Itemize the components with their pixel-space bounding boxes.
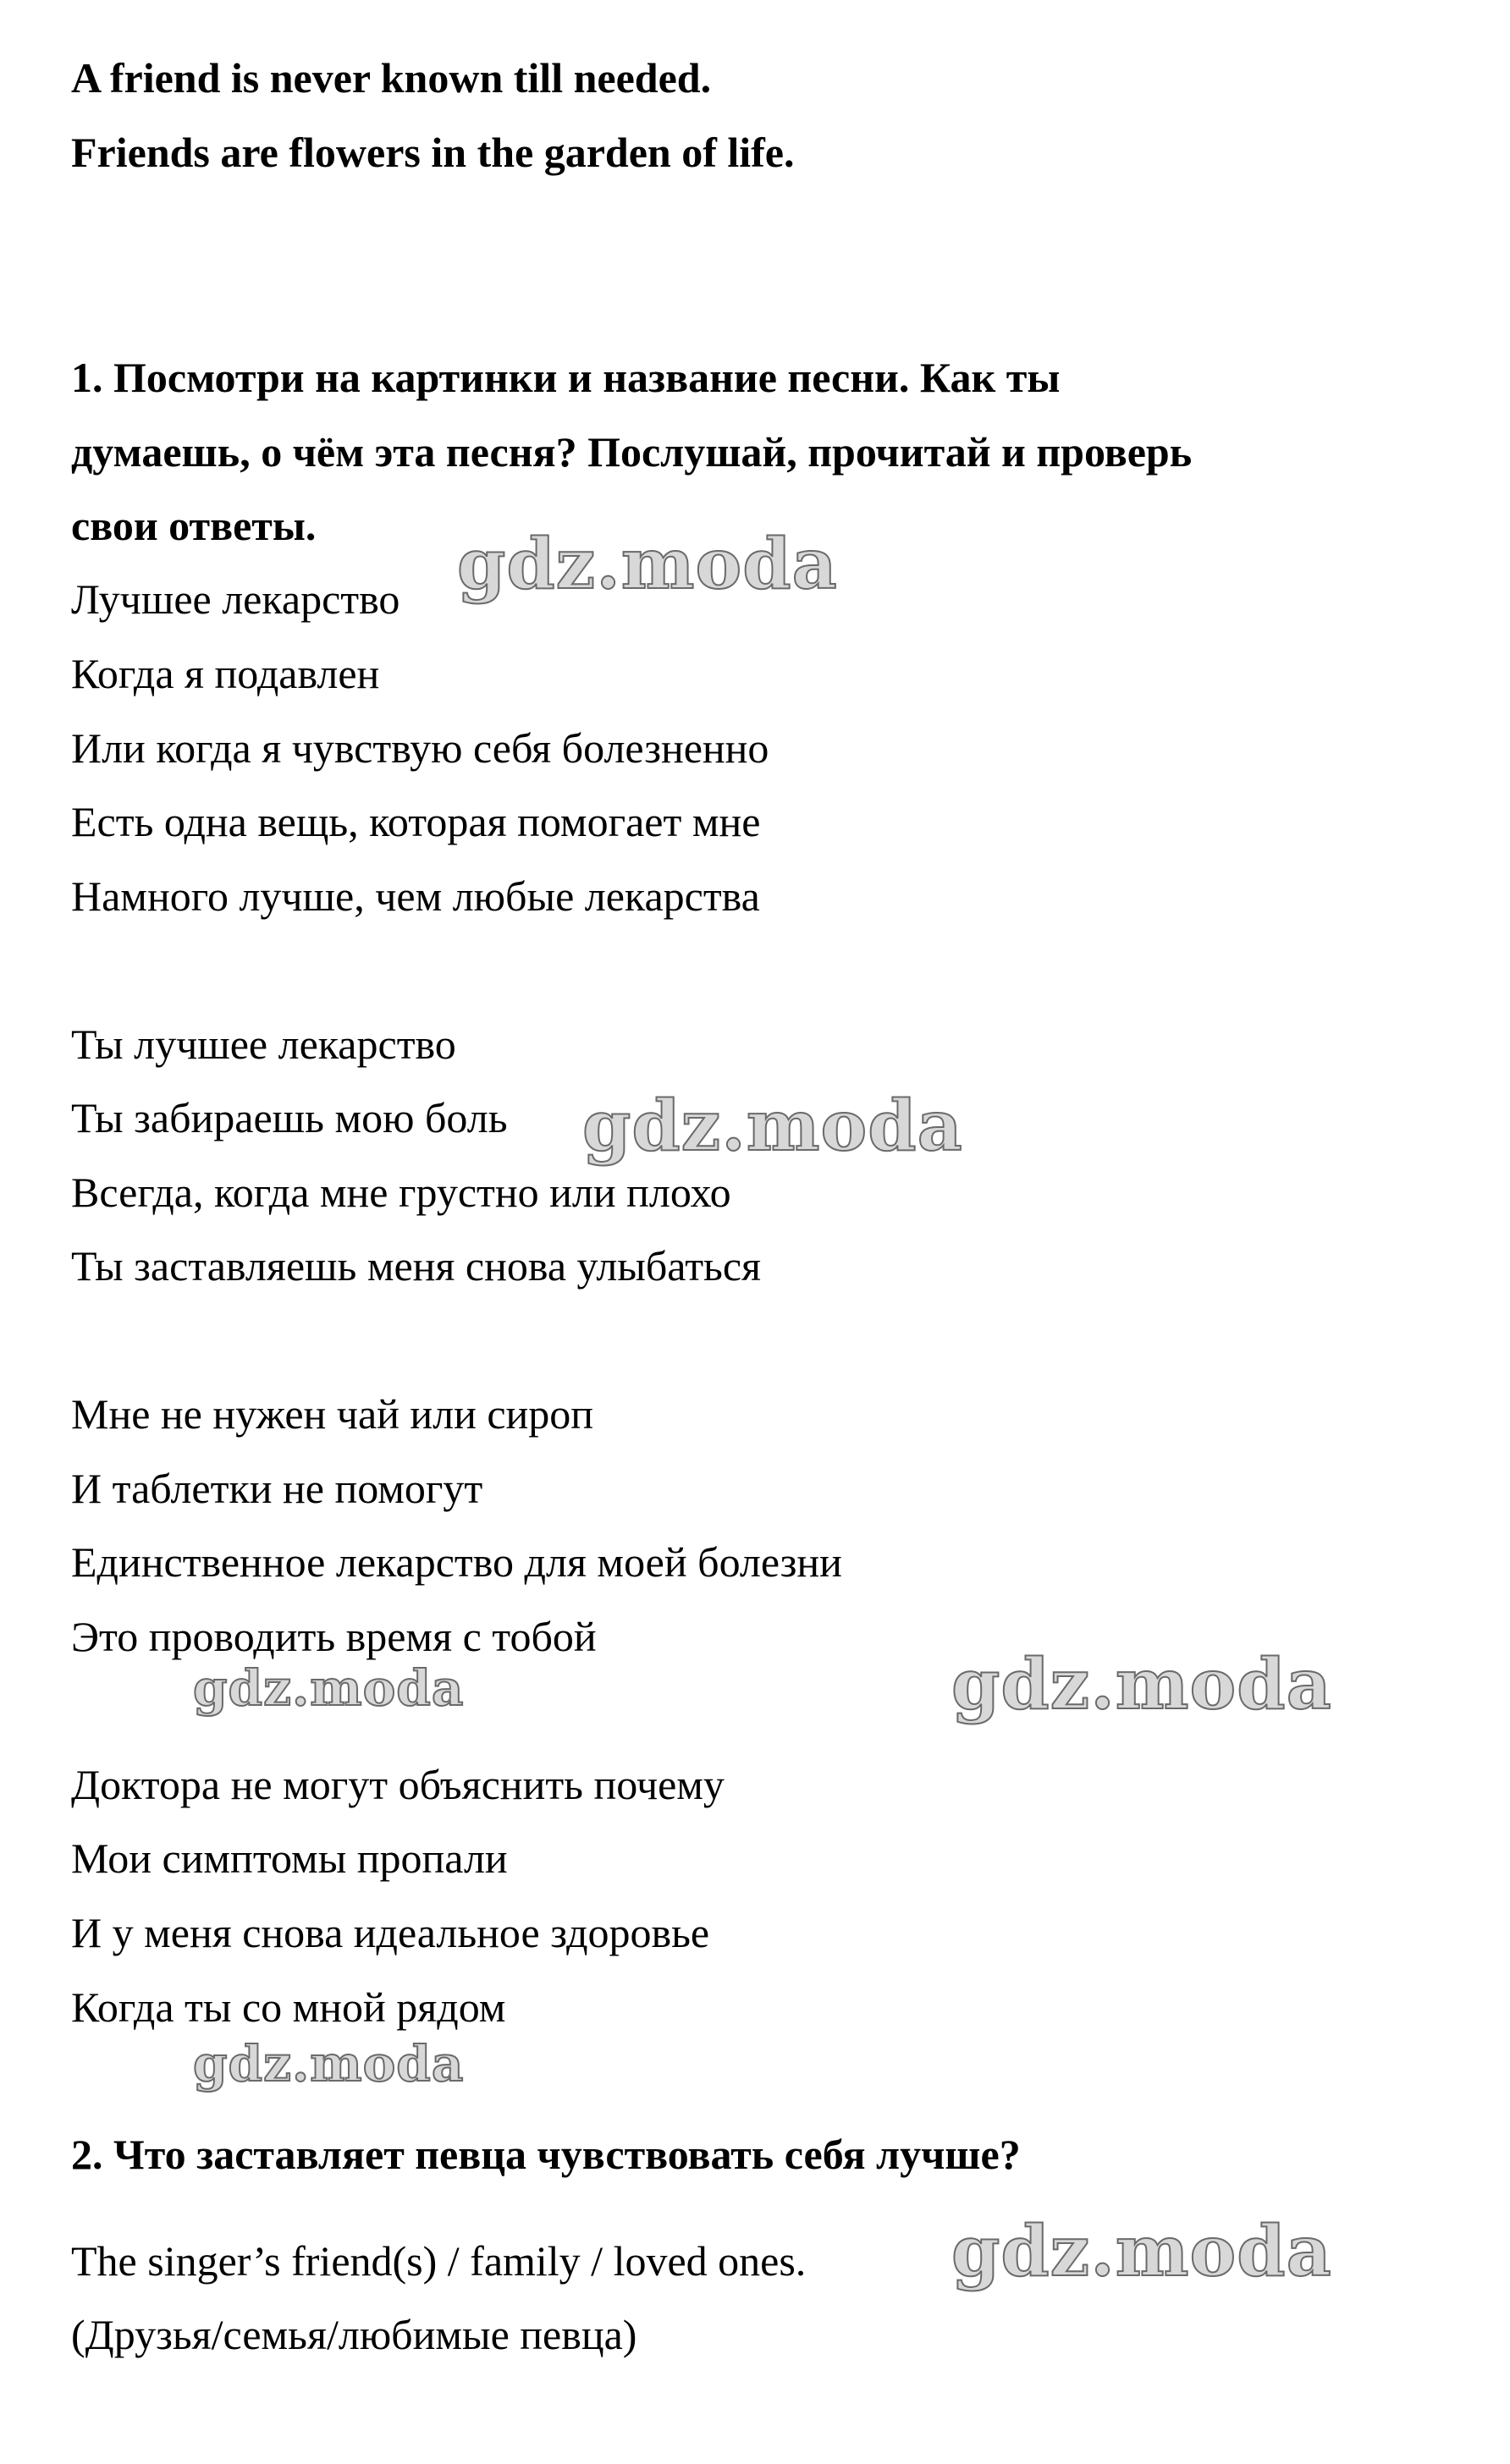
proverb-2: Friends are flowers in the garden of life. bbox=[71, 129, 795, 176]
lyric-line: Намного лучше, чем любые лекарства bbox=[71, 872, 760, 920]
watermark: gdz.moda bbox=[193, 2035, 465, 2093]
lyric-line: Ты заставляешь меня снова улыбаться bbox=[71, 1242, 762, 1290]
task1-heading-line-3: свои ответы. bbox=[71, 502, 317, 549]
watermark: gdz.moda bbox=[951, 2211, 1332, 2292]
lyric-line: Или когда я чувствую себя болезненно bbox=[71, 724, 769, 772]
lyric-line: Ты забираешь мою боль bbox=[71, 1094, 508, 1141]
task2-answer: The singer’s friend(s) / family / loved ones. bbox=[71, 2237, 807, 2285]
lyric-line: Доктора не могут объяснить почему bbox=[71, 1761, 725, 1808]
proverb-1: A friend is never known till needed. bbox=[71, 54, 712, 102]
task2-translation: (Друзья/семья/любимые певца) bbox=[71, 2311, 637, 2358]
lyric-line: Мои симптомы пропали bbox=[71, 1834, 508, 1882]
task1-heading-line-2: думаешь, о чём эта песня? Послушай, прочитай и проверь bbox=[71, 428, 1193, 476]
watermark: gdz.moda bbox=[951, 1644, 1332, 1725]
lyric-line: Когда я подавлен bbox=[71, 650, 380, 697]
lyric-line: Когда ты со мной рядом bbox=[71, 1983, 506, 2031]
lyric-line: И таблетки не помогут bbox=[71, 1465, 483, 1512]
lyric-line: Лучшее лекарство bbox=[71, 575, 400, 623]
watermark: gdz.moda bbox=[582, 1086, 963, 1167]
watermark: gdz.moda bbox=[193, 1659, 465, 1717]
lyric-line: Это проводить время с тобой bbox=[71, 1613, 597, 1660]
watermark: gdz.moda bbox=[457, 524, 838, 605]
lyric-line: Единственное лекарство для моей болезни bbox=[71, 1538, 842, 1586]
lyric-line: Мне не нужен чай или сироп bbox=[71, 1390, 594, 1438]
lyric-line: И у меня снова идеальное здоровье bbox=[71, 1909, 710, 1956]
task1-heading-line-1: 1. Посмотри на картинки и название песни. Как ты bbox=[71, 354, 1061, 401]
lyric-line: Есть одна вещь, которая помогает мне bbox=[71, 798, 761, 845]
task2-heading: 2. Что заставляет певца чувствовать себя лучше? bbox=[71, 2131, 1021, 2178]
lyric-line: Всегда, когда мне грустно или плохо bbox=[71, 1169, 731, 1216]
lyric-line: Ты лучшее лекарство bbox=[71, 1020, 456, 1068]
